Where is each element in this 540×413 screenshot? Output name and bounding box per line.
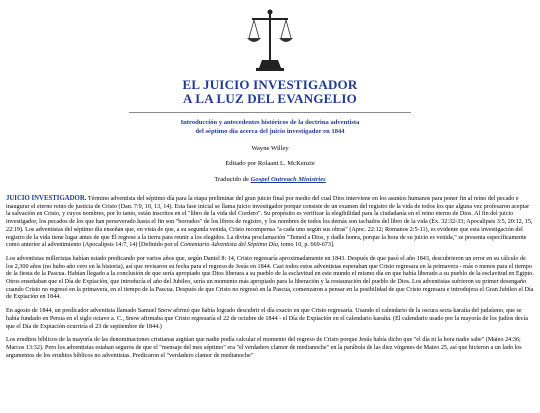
translator-credit bbox=[0, 176, 540, 184]
commentary-reference: Comentario Adventista del Séptimo Día bbox=[180, 242, 278, 249]
paragraph-definition bbox=[6, 195, 534, 250]
scales-of-justice-icon bbox=[246, 8, 294, 72]
subtitle-line-2: del séptimo día acerca del juicio investigador en 1844 bbox=[195, 128, 345, 135]
document-header bbox=[0, 8, 540, 184]
paragraph-samuel-snow: En agosto de 1844, un predicador adventista llamado Samuel Snow afirmó que había logrado descubrir el día exacto en que Cristo regresaría. Usando el calendario de la oscura secta karaíta del judaísmo, que se había fundado en Persia en el siglo octavo a. C., Snow afirmaba que Cristo regresaría el 22 de octubre de 1844 - el Día de Expiación en el calendario karaíta. (El calendario usado por la mayoría de los judíos decía que el Día de Expiación ocurriría el 23 de septiembre de 1844.) bbox=[6, 308, 528, 330]
paragraph-scholars: Los eruditos bíblicos de la mayoría de las denominaciones cristianas argüían que nadie podía calcular el momento del regreso de Cristo porque Jesús había dicho que "el día ni la hora nadie sabe" (Mateo 24:36; Marcos 13:32). Pero los adventistas estaban seguros de que el "mensaje del mes séptimo" era "el verdadero clamor de medianoche" en la parábola de las diez vírgenes de Mateo 25, así que hicieron a un lado los argumentos de los eruditos bíblicos no adventistas. Predicaron el "verdadero clamor de medianoche" bbox=[6, 337, 522, 359]
title-line-2: A LA LUZ DEL EVANGELIO bbox=[183, 91, 357, 106]
author: Wayne Willey bbox=[251, 145, 289, 152]
term-heading: JUICIO INVESTIGADOR. bbox=[6, 195, 87, 202]
title-line-1: EL JUICIO INVESTIGADOR bbox=[182, 77, 358, 92]
paragraph-1-text: Término adventista del séptimo día para la etapa preliminar del gran juicio final por medio del cual Dios interviene en los asuntos humanos para poner fin al reino del pecado e inaugurar el eterno reino de justicia de Cristo (Dan. 7:9, 10, 13, 14). Esta fase inicial se llama juicio investigador porque consiste de un examen del registro de la vida de todos los que alguna vez profesaron aceptar la salvación en Cristo, y cuyos nombres, por lo tanto, están inscritos en el "libro de la vida del Cordero". Su propósito es verificar la elegibilidad para la ciudadanía en el reino eterno de Dios. Al fin del juicio investigador, los pecados de los que han perseverado hasta el fin son "borrados" de los libros de registro, y los nombres de todos los demás son tachados del libro de la vida (Éx. 32:32-33; Apocalipsis 3:5, 20:12, 15, 22:19). Los adventistas del séptimo día enseñan que, en vista de que, a su segunda venida, Cristo recompensa "a cada uno según sus obras" (Apoc. 22:12; Romanos 2:5-11), es evidente que esta investigación del registro de la vida tiene lugar antes de que Él regrese a la tierra para reunir a los elegidos. La divina proclamación "Temed a Dios, y dadle honra, porque la hora de su juicio es venida," se presenta específicamente como anterior al advenimiento (Apocalipsis 14:7, 14) [Definido por el bbox=[6, 196, 533, 249]
title-divider bbox=[129, 112, 411, 113]
article-body bbox=[0, 195, 540, 360]
paragraph-1-end: , tomo 10, p. 669-673]. bbox=[277, 242, 335, 249]
gospel-outreach-link[interactable]: Gospel Outreach Ministries bbox=[250, 176, 326, 183]
editor: Editado por Rolaant L. McKenzie bbox=[225, 160, 315, 167]
subtitle-line-1: Introducción y antecedentes históricos de la doctrina adventista bbox=[180, 119, 360, 126]
subtitle bbox=[0, 118, 540, 136]
page-title bbox=[0, 78, 540, 106]
paragraph-millerites: Los adventistas milleristas habían estado predicando por varios años que, según Daniel 8: 14, Cristo regresaría aproximadamente en 1843. Después de que pasó el año 1843, descubrieron un error en su cálculo de los 2,300 años (no hubo año cero en la historia), así que revisaron su fecha para el regreso de Jesús en 1844. Casi todos estos adventistas esperaban que Cristo regresara en la primavera - más o menos para el tiempo de la fiesta de la Pascua. Habían llegado a la conclusión de que sería apropiado que Dios liberara a su pueblo de la esclavitud en este mundo el mismo día en que había liberado a su pueblo de la esclavitud en Egipto. Otros enseñaban que el Día de Expiación, que introducía el año del Jubileo, sería un momento más apropiado para la liberación y la restauración del pueblo de Dios. Los adventistas sufrieron su primer desengaño cuando Cristo no regresó en la primavera, en el tiempo de la Pascua. Después de que Cristo no regresó en la Pascua, comenzaron a pensar en la posibilidad de que Cristo regresara e introdujera el Gran Jubileo el Día de Expiación en 1844. bbox=[6, 255, 534, 301]
translator-prefix: Traducido de bbox=[214, 176, 249, 183]
